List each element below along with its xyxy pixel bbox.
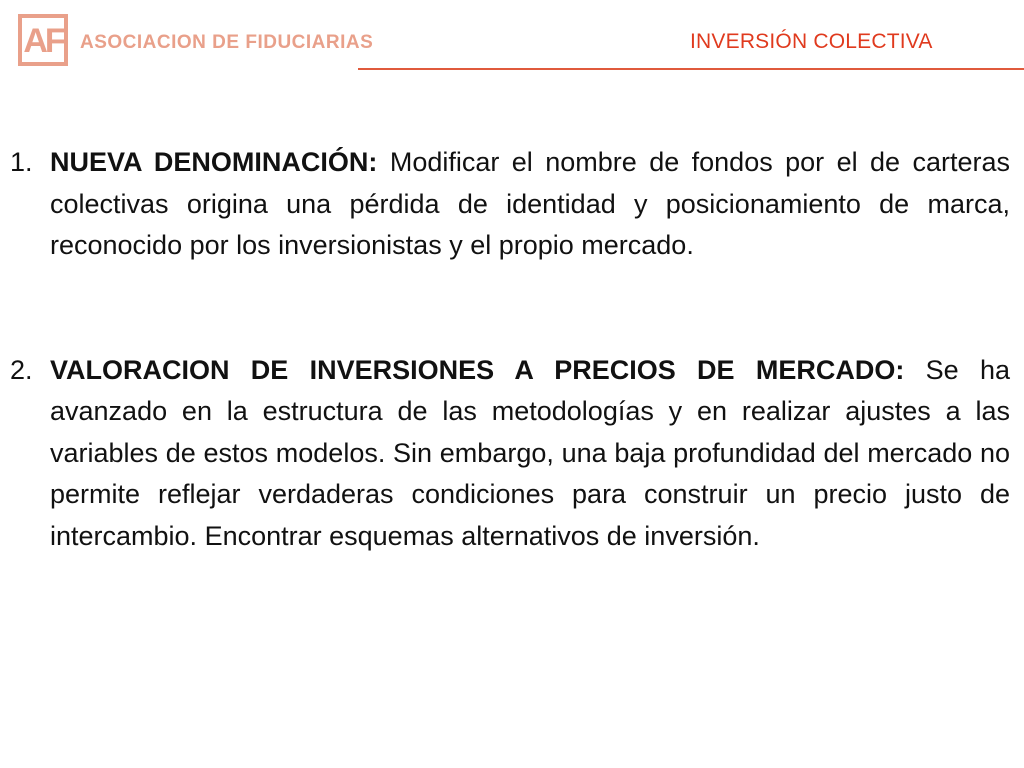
item-text: [50, 142, 1010, 267]
item-number: 2.: [10, 354, 33, 385]
logo-mark-box: [18, 14, 68, 66]
item-body: Se ha avanzado en la estructura de las metodologías y en realizar ajustes a las variables de estos modelos. Sin embargo, una baja profundidad del mercado no permite reflejar verdaderas condiciones para construir un precio justo de intercambio. Encontrar esquemas alternativos de inversión.: [50, 354, 1010, 551]
item-heading: NUEVA DENOMINACIÓN:: [50, 147, 390, 177]
logo-mark: AF: [23, 22, 63, 60]
slide-content: [10, 142, 1010, 557]
item-heading: VALORACION DE INVERSIONES A PRECIOS DE MERCADO:: [50, 354, 926, 385]
item-number: 1.: [10, 147, 33, 177]
item-spacer: [10, 267, 1010, 350]
company-logo: [0, 0, 374, 78]
slide-title: INVERSIÓN COLECTIVA: [690, 30, 933, 53]
list-item: [10, 350, 1010, 558]
logo-text: ASOCIACION DE FIDUCIARIAS: [80, 32, 374, 53]
item-text: [50, 350, 1010, 558]
item-body: Modificar el nombre de fondos por el de carteras colectivas origina una pérdida de identidad y posicionamiento de marca, reconocido por los inversionistas y el propio mercado.: [50, 147, 1010, 260]
header-divider: [358, 68, 1024, 70]
list-item: [10, 142, 1010, 267]
